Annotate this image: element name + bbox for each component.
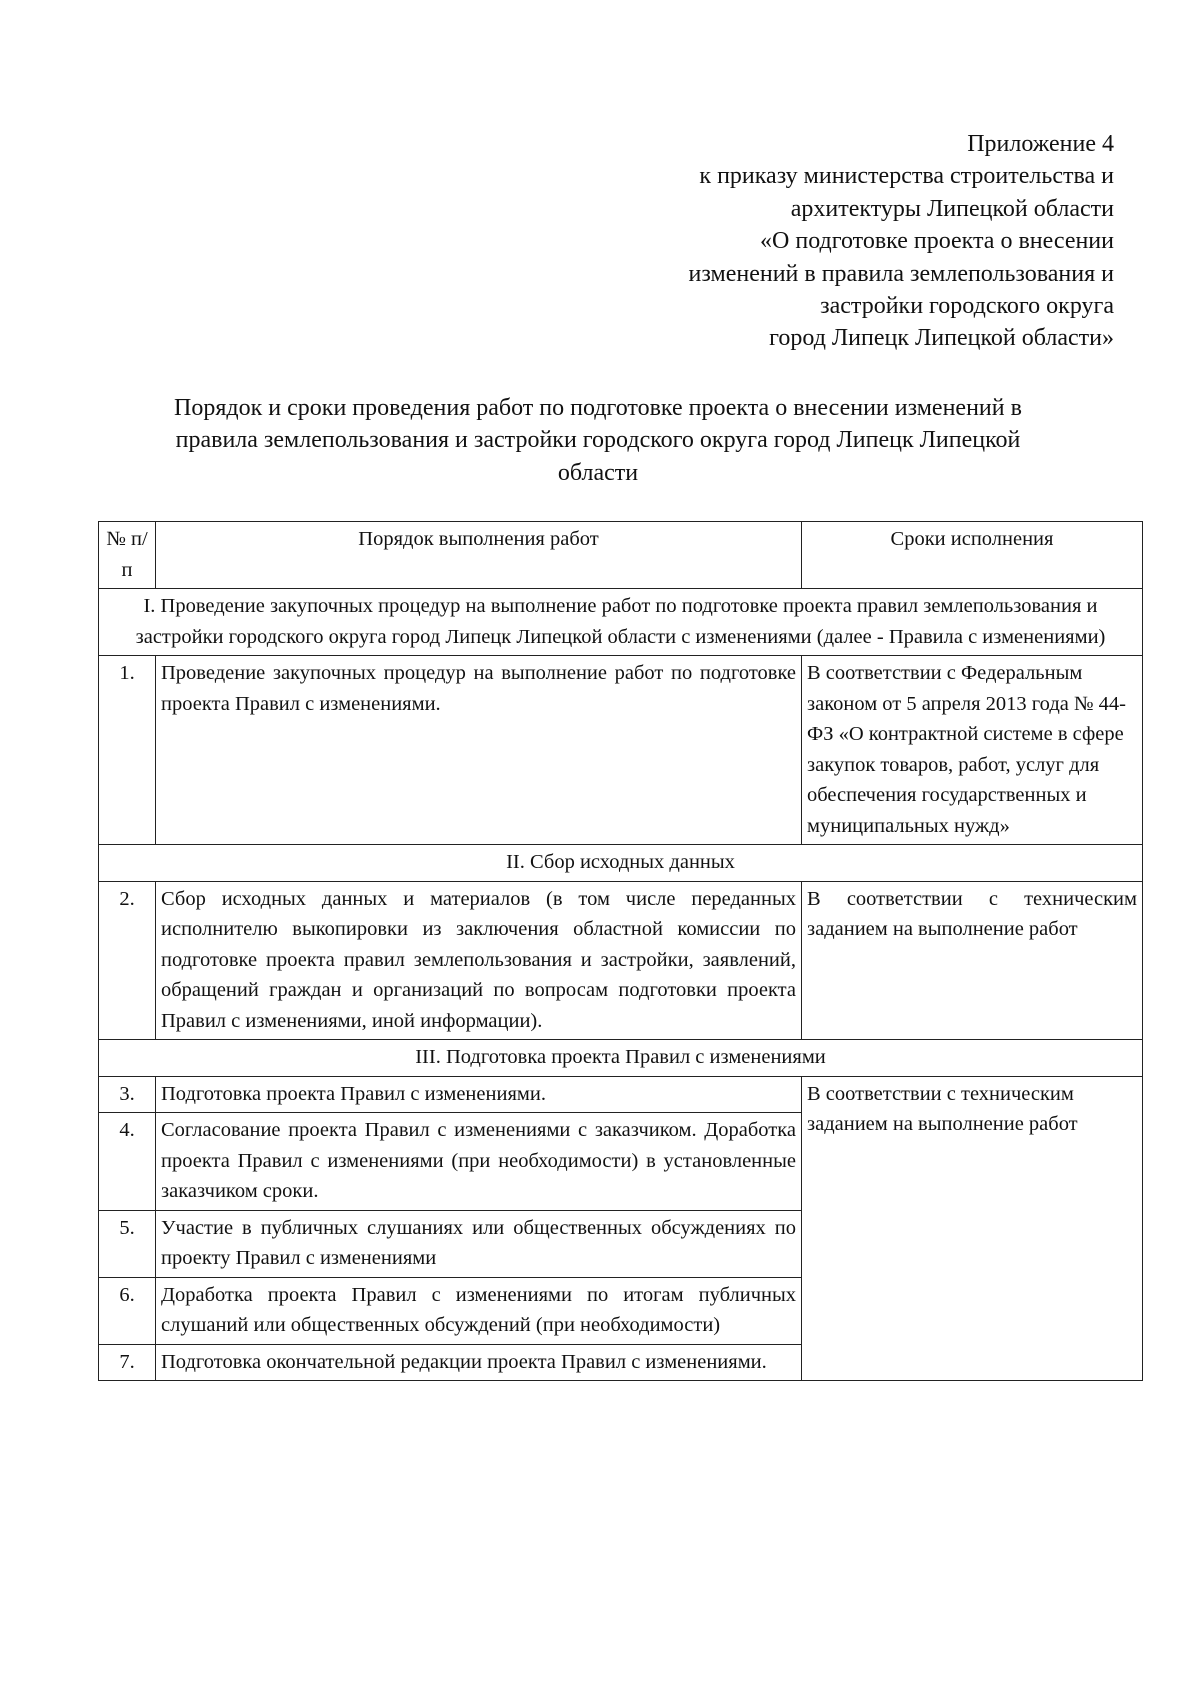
row-description: Подготовка проекта Правил с изменениями.: [156, 1076, 802, 1113]
appendix-line: застройки городского округа: [820, 293, 1114, 320]
table-header-row: [99, 522, 1143, 589]
title-line: Порядок и сроки проведения работ по подготовке проекта о внесении изменений в: [174, 395, 1022, 421]
section-row: [99, 1040, 1143, 1077]
appendix-line: архитектуры Липецкой области: [790, 195, 1114, 222]
section-row: [99, 845, 1143, 882]
works-table: [98, 521, 1143, 1381]
row-deadline: В соответствии с техническим заданием на выполнение работ: [802, 1076, 1143, 1381]
row-number: 7.: [99, 1344, 156, 1381]
row-description: Участие в публичных слушаниях или общественных обсуждениях по проекту Правил с изменениями: [156, 1210, 802, 1277]
appendix-line: Приложение 4: [967, 131, 1114, 157]
row-description: Подготовка окончательной редакции проекта Правил с изменениями.: [156, 1344, 802, 1381]
header-work-order: Порядок выполнения работ: [156, 522, 802, 589]
appendix-line: изменений в правила землепользования и: [688, 260, 1114, 287]
row-number: 6.: [99, 1277, 156, 1344]
row-number: 1.: [99, 656, 156, 845]
row-number: 5.: [99, 1210, 156, 1277]
row-description: Проведение закупочных процедур на выполнение работ по подготовке проекта Правил с изменениями.: [156, 656, 802, 845]
appendix-line: город Липецк Липецкой области»: [769, 325, 1114, 352]
row-description: Сбор исходных данных и материалов (в том числе переданных исполнителю выкопировки из заключения областной комиссии по подготовке проекта правил землепользования и застройки, заявлений, обращений граждан и организаций по вопросам подготовки проекта Правил с изменениями, иной информации).: [156, 881, 802, 1040]
section-3-title: III. Подготовка проекта Правил с изменениями: [99, 1040, 1143, 1077]
row-number: 2.: [99, 881, 156, 1040]
section-1-title: I. Проведение закупочных процедур на выполнение работ по подготовке проекта правил землепользования и застройки городского округа город Липецк Липецкой области с изменениями (далее - Правила с изменениями): [99, 589, 1143, 656]
title-line: правила землепользования и застройки городского округа город Липецк Липецкой: [175, 427, 1021, 454]
row-deadline: В соответствии с Федеральным законом от 5 апреля 2013 года № 44-ФЗ «О контрактной системе в сфере закупок товаров, работ, услуг для обеспечения государственных и муниципальных нужд»: [802, 656, 1143, 845]
appendix-header: [574, 128, 1114, 355]
row-number: 4.: [99, 1113, 156, 1211]
table-row: [99, 656, 1143, 845]
appendix-line: «О подготовке проекта о внесении: [760, 228, 1114, 255]
title-line: области: [557, 459, 639, 486]
row-deadline: В соответствии с техническим заданием на выполнение работ: [802, 881, 1143, 1040]
row-number: 3.: [99, 1076, 156, 1113]
row-description: Согласование проекта Правил с изменениями с заказчиком. Доработка проекта Правил с изменениями (при необходимости) в установленные заказчиком сроки.: [156, 1113, 802, 1211]
header-number: № п/п: [99, 522, 156, 589]
appendix-line: к приказу министерства строительства и: [699, 163, 1114, 190]
section-row: [99, 589, 1143, 656]
document-title: [98, 392, 1098, 489]
table-row: [99, 1076, 1143, 1113]
row-description: Доработка проекта Правил с изменениями по итогам публичных слушаний или общественных обсуждений (при необходимости): [156, 1277, 802, 1344]
table-row: [99, 881, 1143, 1040]
header-deadlines: Сроки исполнения: [802, 522, 1143, 589]
section-2-title: II. Сбор исходных данных: [99, 845, 1143, 882]
